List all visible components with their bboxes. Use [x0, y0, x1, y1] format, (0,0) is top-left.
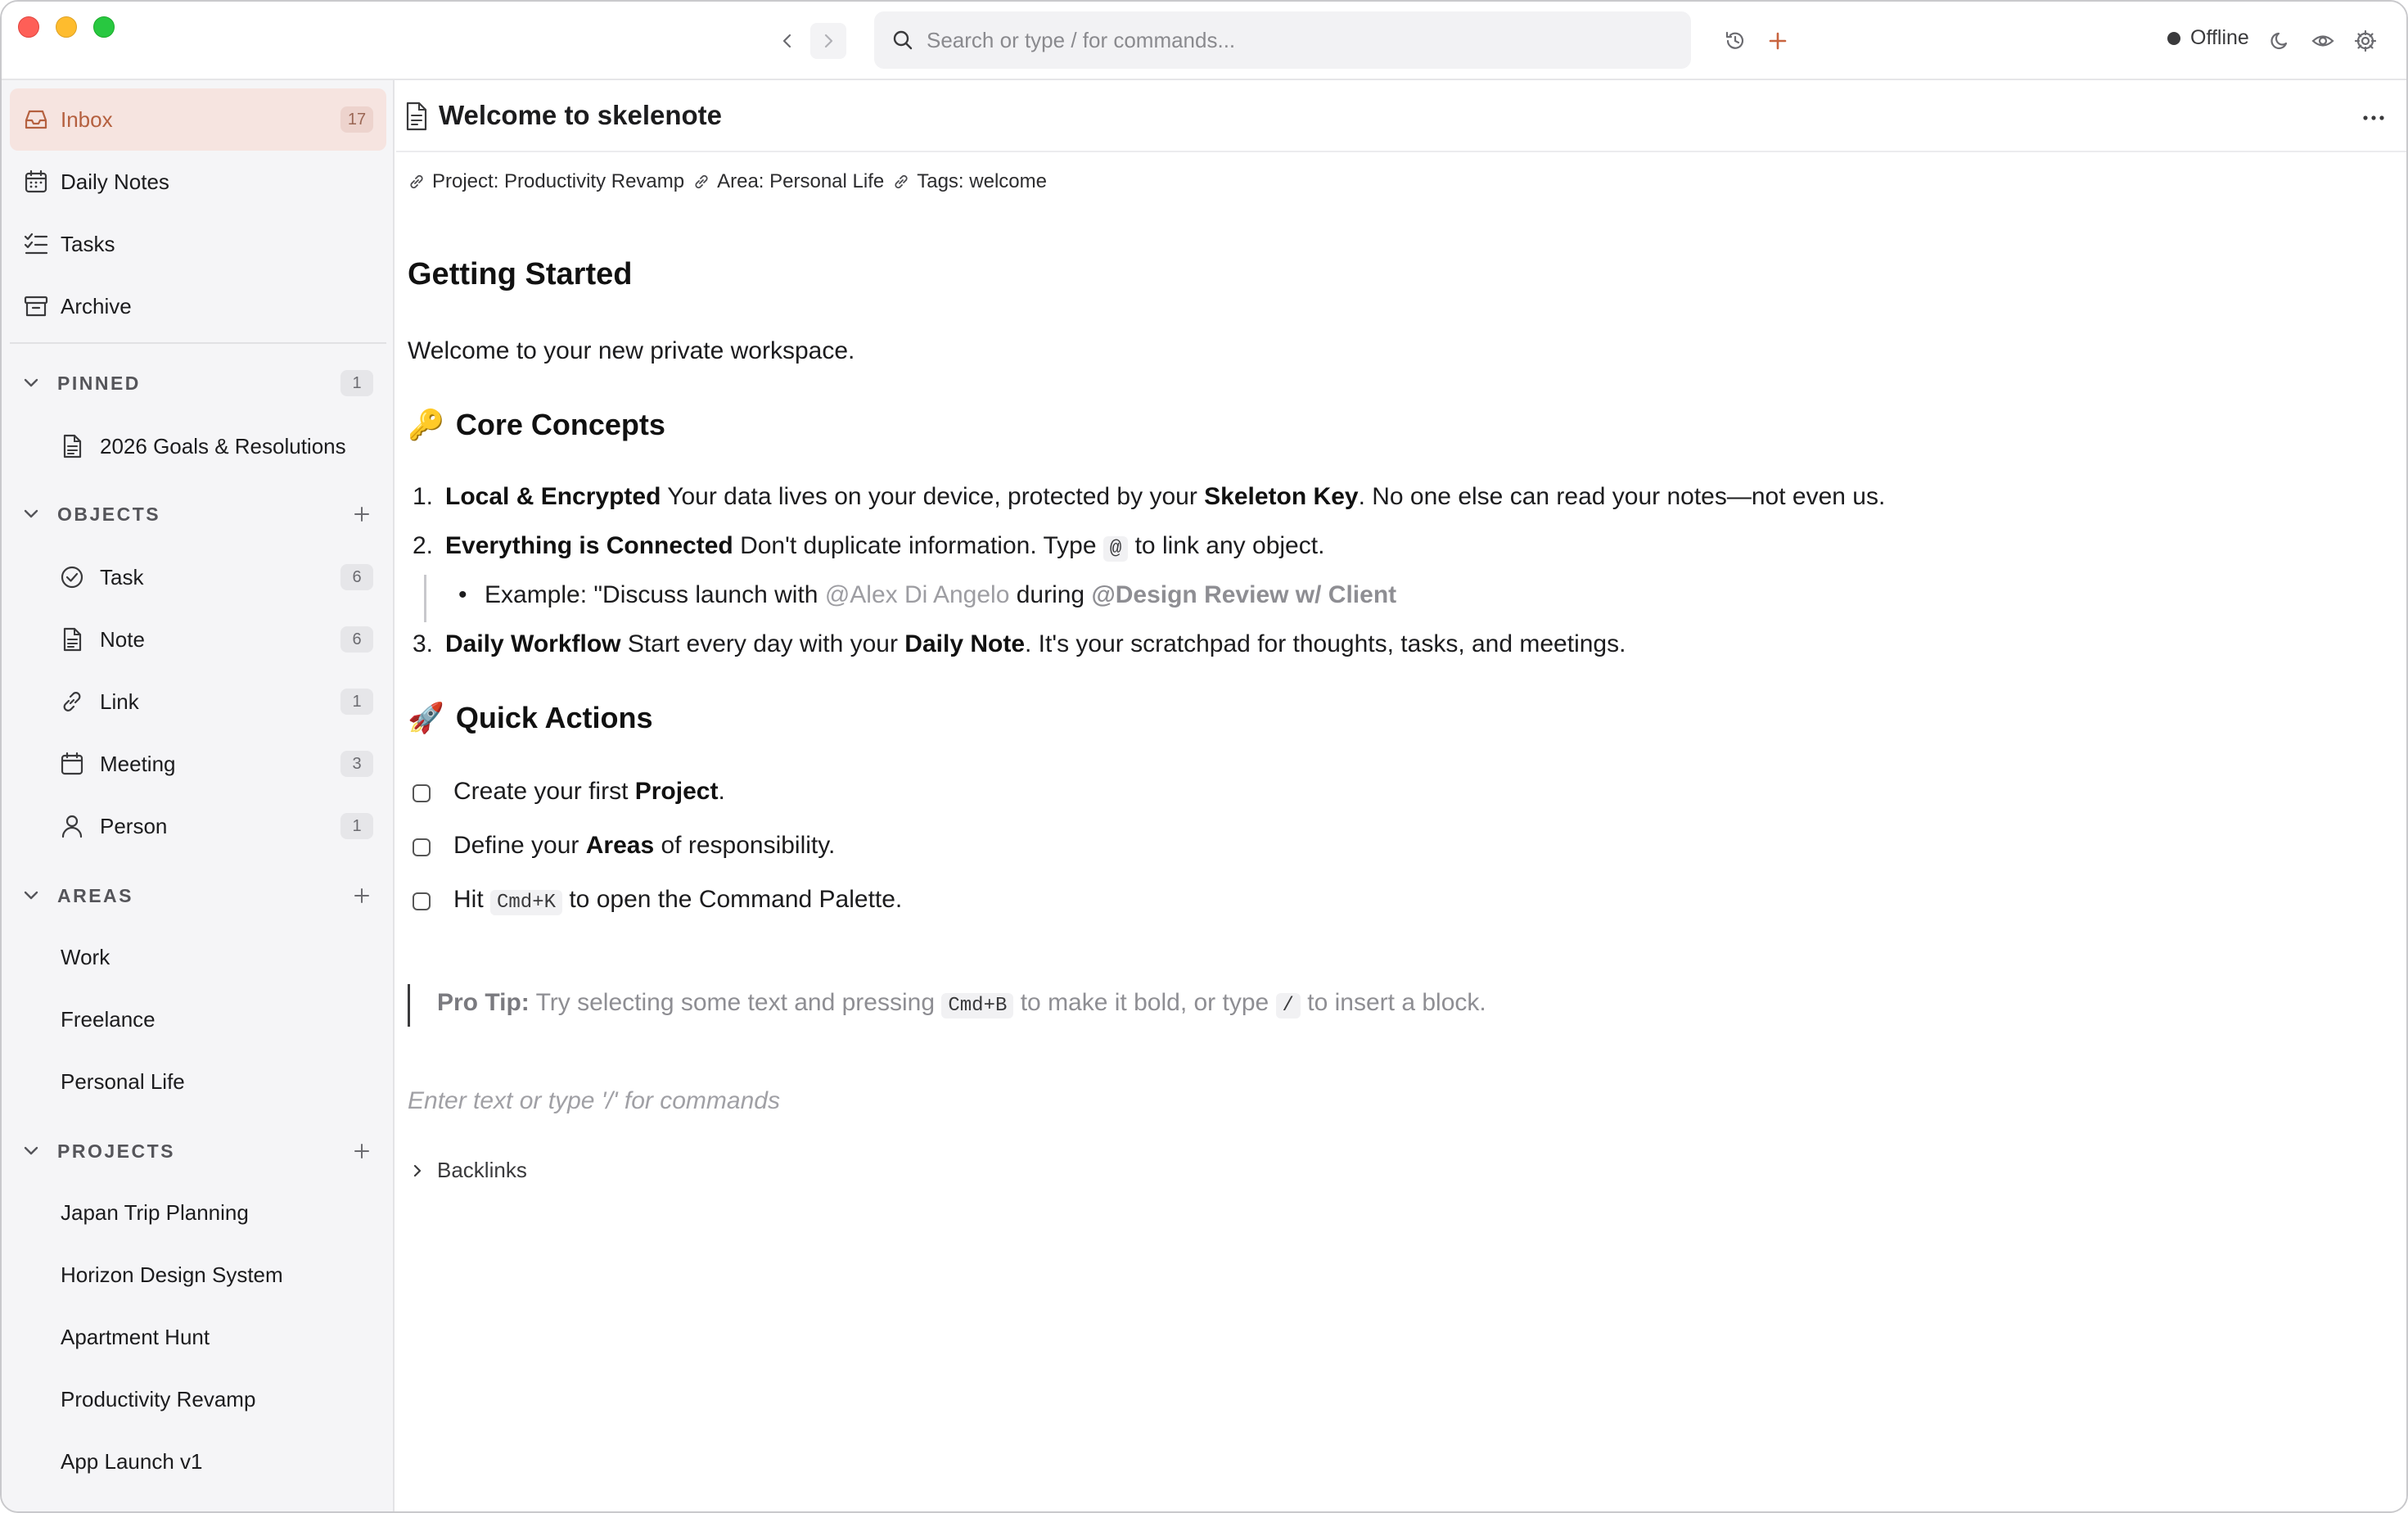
zoom-window-button[interactable]: [93, 16, 115, 38]
todo-checkbox[interactable]: [413, 784, 431, 802]
inline-code: @: [1103, 536, 1128, 562]
todo-item: [453, 778, 725, 806]
project-item-label: Productivity Revamp: [61, 1386, 256, 1411]
object-item-label: Person: [100, 813, 168, 838]
dark-mode-button[interactable]: [2264, 25, 2297, 57]
page-title[interactable]: Welcome to skelenote: [439, 100, 723, 130]
mention-person[interactable]: @Alex Di Angelo: [824, 581, 1010, 608]
minimize-window-button[interactable]: [56, 16, 77, 38]
backlinks-label: Backlinks: [437, 1158, 527, 1182]
title-bar: [2, 2, 2406, 80]
example-text: during: [1009, 581, 1092, 608]
todo-text: Define your: [453, 832, 586, 859]
search-bar[interactable]: [874, 11, 1691, 69]
list-item-text: . No one else can read your notes—not even us.: [1358, 483, 1886, 510]
chevron-down-icon: [21, 1141, 41, 1161]
area-item-personal-life[interactable]: [10, 1053, 386, 1110]
property-tags[interactable]: [892, 170, 1047, 193]
intro-paragraph: Welcome to your new private workspace.: [408, 337, 855, 364]
todo-bold: Areas: [585, 832, 655, 859]
object-item-label: Note: [100, 626, 145, 652]
project-item-label: App Launch v1: [61, 1448, 203, 1474]
more-options-button[interactable]: [2357, 102, 2390, 134]
area-item-freelance[interactable]: [10, 991, 386, 1048]
section-pinned[interactable]: [2, 359, 395, 408]
sidebar-item-label: Archive: [61, 293, 132, 318]
todo-item: [453, 886, 902, 914]
sidebar-item-daily-notes[interactable]: [10, 151, 386, 213]
todo-text: Hit: [453, 886, 490, 913]
todo-text: of responsibility.: [654, 832, 836, 859]
object-item-label: Task: [100, 564, 144, 589]
list-number: 1.: [413, 483, 434, 510]
gear-icon: [2354, 29, 2377, 52]
property-label: Project: Productivity Revamp: [432, 170, 685, 192]
pro-tip-text: Try selecting some text and pressing: [529, 989, 942, 1016]
list-item-text: to link any object.: [1128, 532, 1325, 559]
list-number: 3.: [413, 630, 434, 657]
project-item-label: Horizon Design System: [61, 1262, 283, 1287]
object-item-person[interactable]: [10, 797, 386, 855]
section-objects[interactable]: [2, 490, 395, 539]
todo-checkbox[interactable]: [413, 892, 431, 910]
sidebar-divider: [10, 342, 386, 344]
section-areas[interactable]: [2, 871, 395, 920]
list-item-text: Don't duplicate information. Type: [733, 532, 1103, 559]
sidebar-item-label: Tasks: [61, 231, 115, 256]
list-item: [445, 532, 1324, 560]
count-badge: 1: [340, 689, 373, 715]
project-item-label: Japan Trip Planning: [61, 1199, 249, 1225]
project-item-horizon-design-system[interactable]: [10, 1246, 386, 1303]
heading-getting-started: Getting Started: [408, 257, 633, 291]
section-title: AREAS: [57, 884, 134, 906]
nested-list-guide: [424, 575, 426, 622]
list-number: 2.: [413, 532, 434, 559]
settings-button[interactable]: [2349, 25, 2382, 57]
list-item-bold: Daily Workflow: [445, 630, 621, 657]
pro-tip: [437, 989, 1486, 1017]
property-area[interactable]: [692, 170, 884, 193]
main-editor: [396, 80, 2408, 1513]
back-button[interactable]: [769, 23, 805, 59]
sidebar-item-label: Inbox: [61, 106, 113, 132]
empty-block-placeholder[interactable]: Enter text or type '/' for commands: [408, 1087, 780, 1114]
history-icon: [1724, 29, 1747, 52]
list-item: [445, 630, 1626, 658]
close-window-button[interactable]: [18, 16, 39, 38]
object-item-label: Meeting: [100, 751, 176, 776]
inline-code: Cmd+B: [941, 993, 1013, 1018]
new-note-button[interactable]: [1761, 25, 1794, 57]
todo-checkbox[interactable]: [413, 838, 431, 856]
forward-button[interactable]: [810, 23, 846, 59]
project-item-productivity-revamp[interactable]: [10, 1371, 386, 1428]
heading-core-concepts: [408, 408, 665, 442]
inbox-icon: [23, 106, 49, 133]
add-project-button[interactable]: [349, 1138, 375, 1164]
calendar-icon: [59, 751, 85, 777]
area-item-label: Personal Life: [61, 1068, 185, 1094]
area-item-label: Freelance: [61, 1006, 156, 1032]
area-item-work[interactable]: [10, 928, 386, 986]
list-item-bold: Everything is Connected: [445, 532, 733, 559]
count-badge: 1: [340, 813, 373, 839]
heading-text: Core Concepts: [455, 408, 665, 441]
todo-item: [453, 832, 835, 860]
blockquote-bar: [408, 984, 410, 1027]
document-icon: [59, 433, 85, 459]
area-item-label: Work: [61, 944, 110, 969]
link-icon: [692, 173, 710, 191]
status-dot: [2167, 32, 2180, 45]
check-circle-icon: [59, 564, 85, 590]
chevron-left-icon: [779, 33, 796, 49]
link-icon: [892, 173, 910, 191]
add-object-button[interactable]: [349, 501, 375, 527]
plus-icon: [353, 887, 371, 905]
project-item-japan-trip-planning[interactable]: [10, 1184, 386, 1241]
calendar-icon: [23, 169, 49, 195]
pro-tip-text: to make it bold, or type: [1013, 989, 1276, 1016]
list-item-text: Start every day with your: [620, 630, 905, 657]
nested-bullet: •: [458, 581, 467, 608]
list-item-bold: Local & Encrypted: [445, 483, 661, 510]
status-label: Offline: [2190, 26, 2249, 49]
object-item-label: Link: [100, 689, 139, 714]
link-icon: [408, 173, 426, 191]
count-badge: 17: [340, 106, 373, 133]
mention-meeting[interactable]: @Design Review w/ Client: [1091, 581, 1397, 608]
list-item-text: Your data lives on your device, protected by your: [661, 483, 1205, 510]
archive-icon: [23, 293, 49, 319]
history-button[interactable]: [1719, 25, 1752, 57]
ellipsis-icon: [2361, 114, 2386, 122]
count-badge: 3: [340, 751, 373, 777]
pinned-item[interactable]: [10, 418, 386, 475]
heading-quick-actions: [408, 701, 653, 735]
chevron-down-icon: [21, 373, 41, 393]
todo-bold: Project: [634, 778, 719, 805]
backlinks-toggle[interactable]: [408, 1158, 527, 1183]
document-properties: [408, 170, 1055, 193]
sidebar: [2, 80, 395, 1513]
plus-icon: [1767, 30, 1788, 52]
todo-text: .: [718, 778, 725, 805]
search-icon: [892, 29, 913, 51]
count-badge: 6: [340, 564, 373, 590]
link-icon: [59, 689, 85, 715]
plus-icon: [353, 1142, 371, 1160]
sidebar-item-label: Daily Notes: [61, 169, 169, 194]
pinned-item-label: 2026 Goals & Resolutions: [100, 433, 346, 458]
pro-tip-label: Pro Tip:: [437, 989, 530, 1016]
todo-text: Create your first: [453, 778, 635, 805]
section-projects[interactable]: [2, 1127, 395, 1176]
list-item-bold: Daily Note: [904, 630, 1026, 657]
object-item-note[interactable]: [10, 611, 386, 668]
property-label: Area: Personal Life: [717, 170, 885, 192]
plus-icon: [353, 505, 371, 523]
person-icon: [59, 813, 85, 839]
object-item-link[interactable]: [10, 673, 386, 730]
list-item-bold: Skeleton Key: [1204, 483, 1359, 510]
key-icon: 🔑: [408, 408, 444, 441]
pro-tip-text: to insert a block.: [1300, 989, 1486, 1016]
example-text: Example: "Discuss launch with: [485, 581, 825, 608]
property-project[interactable]: [408, 170, 684, 193]
chevron-down-icon: [21, 886, 41, 906]
sidebar-item-archive[interactable]: [10, 275, 386, 337]
rocket-icon: 🚀: [408, 701, 444, 734]
project-item-app-launch-v1[interactable]: [10, 1433, 386, 1490]
todo-text: to open the Command Palette.: [562, 886, 903, 913]
add-area-button[interactable]: [349, 883, 375, 909]
object-item-task[interactable]: [10, 549, 386, 606]
eye-icon: [2311, 29, 2334, 52]
document-icon: [59, 626, 85, 653]
section-title: PROJECTS: [57, 1140, 175, 1162]
list-item: [445, 483, 1885, 511]
example-item: [485, 581, 1396, 609]
inline-code: /: [1276, 993, 1301, 1018]
sidebar-item-inbox[interactable]: [10, 88, 386, 151]
chevron-right-icon: [820, 33, 836, 49]
connection-status: [2167, 26, 2249, 50]
section-title: PINNED: [57, 372, 141, 394]
document-icon: [404, 102, 429, 131]
project-item-apartment-hunt[interactable]: [10, 1308, 386, 1366]
sidebar-item-tasks[interactable]: [10, 213, 386, 275]
inline-code: Cmd+K: [490, 890, 562, 915]
checklist-icon: [23, 231, 49, 257]
document-header: [396, 80, 2408, 152]
count-badge: 1: [340, 370, 373, 396]
moon-icon: [2270, 30, 2291, 52]
heading-text: Quick Actions: [455, 701, 653, 734]
preview-button[interactable]: [2307, 25, 2339, 57]
object-item-meeting[interactable]: [10, 735, 386, 793]
search-input[interactable]: [927, 28, 1663, 53]
count-badge: 6: [340, 626, 373, 653]
property-label: Tags: welcome: [917, 170, 1047, 192]
project-item-label: Apartment Hunt: [61, 1324, 210, 1349]
section-title: OBJECTS: [57, 503, 161, 525]
chevron-right-icon: [408, 1161, 427, 1181]
list-item-text: . It's your scratchpad for thoughts, tasks, and meetings.: [1025, 630, 1626, 657]
chevron-down-icon: [21, 504, 41, 524]
